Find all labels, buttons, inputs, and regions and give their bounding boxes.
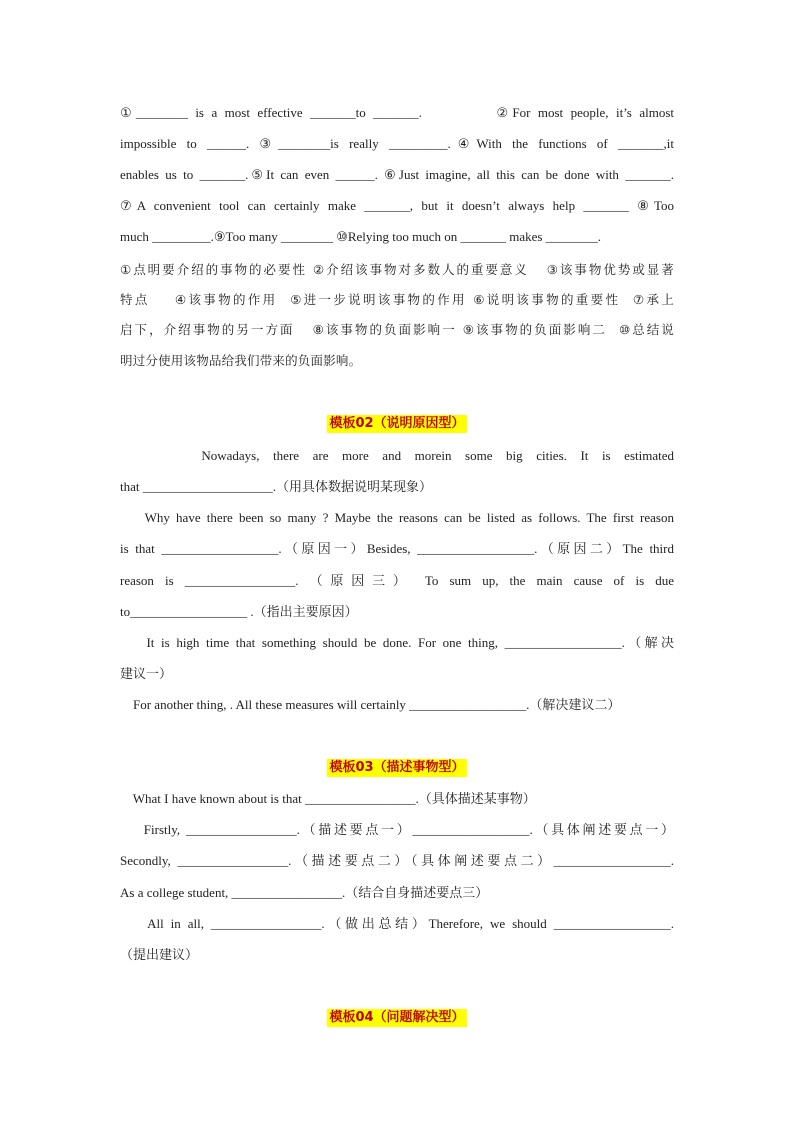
t01-line-1: ①________ is a most effective _______to _______. ②For most people, it’s almost xyxy=(120,105,674,120)
t01-line-3: enables us to _______.⑤It can even ______. ⑥Just imagine, all this can be done with _______. xyxy=(120,167,674,182)
template03-title: 模板03（描述事物型） xyxy=(329,760,465,775)
t03-line-4: As a college student, _________________.（结合自身描述要点三） xyxy=(120,885,489,900)
t01-line-2: impossible to ______. ③________is really _________.④With the functions of _______,it xyxy=(120,136,674,151)
template04-heading xyxy=(0,1008,794,1027)
t02-line-4: is that __________________.（原因一）Besides, __________________.（原因二）The third xyxy=(120,541,674,556)
t02-line-2: that ____________________.（用具体数据说明某现象） xyxy=(120,479,432,494)
t01-line-5: much _________.⑨Too many ________ ⑩Relying too much on _______ makes ________. xyxy=(120,229,601,244)
t02-line-1: Nowadays, there are more and morein some big cities. It is estimated xyxy=(120,448,674,463)
t01-line-6: ①点明要介绍的事物的必要性 ②介绍该事物对多数人的重要意义 ③该事物优势或显著 xyxy=(120,262,674,277)
template04-title: 模板04（问题解决型） xyxy=(329,1010,465,1025)
t03-line-6: （提出建议） xyxy=(120,947,199,962)
t03-line-2: Firstly, _________________.（描述要点一）__________________.（具体阐述要点一） xyxy=(120,822,674,837)
t01-line-4: ⑦A convenient tool can certainly make _______, but it doesn’t always help _______ ⑧Too xyxy=(120,198,674,213)
t02-line-3: Why have there been so many ? Maybe the reasons can be listed as follows. The first reason xyxy=(120,510,674,525)
t02-line-9: For another thing, . All these measures will certainly __________________.（解决建议二） xyxy=(120,697,621,712)
template02-heading xyxy=(0,414,794,433)
t01-line-8: 启下，介绍事物的另一方面 ⑧该事物的负面影响一 ⑨该事物的负面影响二 ⑩总结说 xyxy=(120,322,674,337)
t03-line-1: What I have known about is that _________________.（具体描述某事物） xyxy=(120,791,536,806)
template02-title: 模板02（说明原因型） xyxy=(329,416,465,431)
t03-line-5: All in all, _________________.（做出总结）Therefore, we should __________________. xyxy=(120,916,674,931)
t02-line-7: It is high time that something should be done. For one thing, __________________.（解决 xyxy=(120,635,674,650)
t02-line-5: reason is _________________. （原因三） To sum up, the main cause of is due xyxy=(120,573,674,588)
t01-line-7: 特点 ④该事物的作用 ⑤进一步说明该事物的作用 ⑥说明该事物的重要性 ⑦承上 xyxy=(120,292,674,307)
template03-heading xyxy=(0,758,794,777)
t03-line-3: Secondly, _________________.（描述要点二）（具体阐述要点二）__________________. xyxy=(120,853,674,868)
t02-line-6: to__________________ .（指出主要原因） xyxy=(120,604,358,619)
t02-line-8: 建议一） xyxy=(120,666,173,681)
t01-line-9: 明过分使用该物品给我们带来的负面影响。 xyxy=(120,353,362,368)
